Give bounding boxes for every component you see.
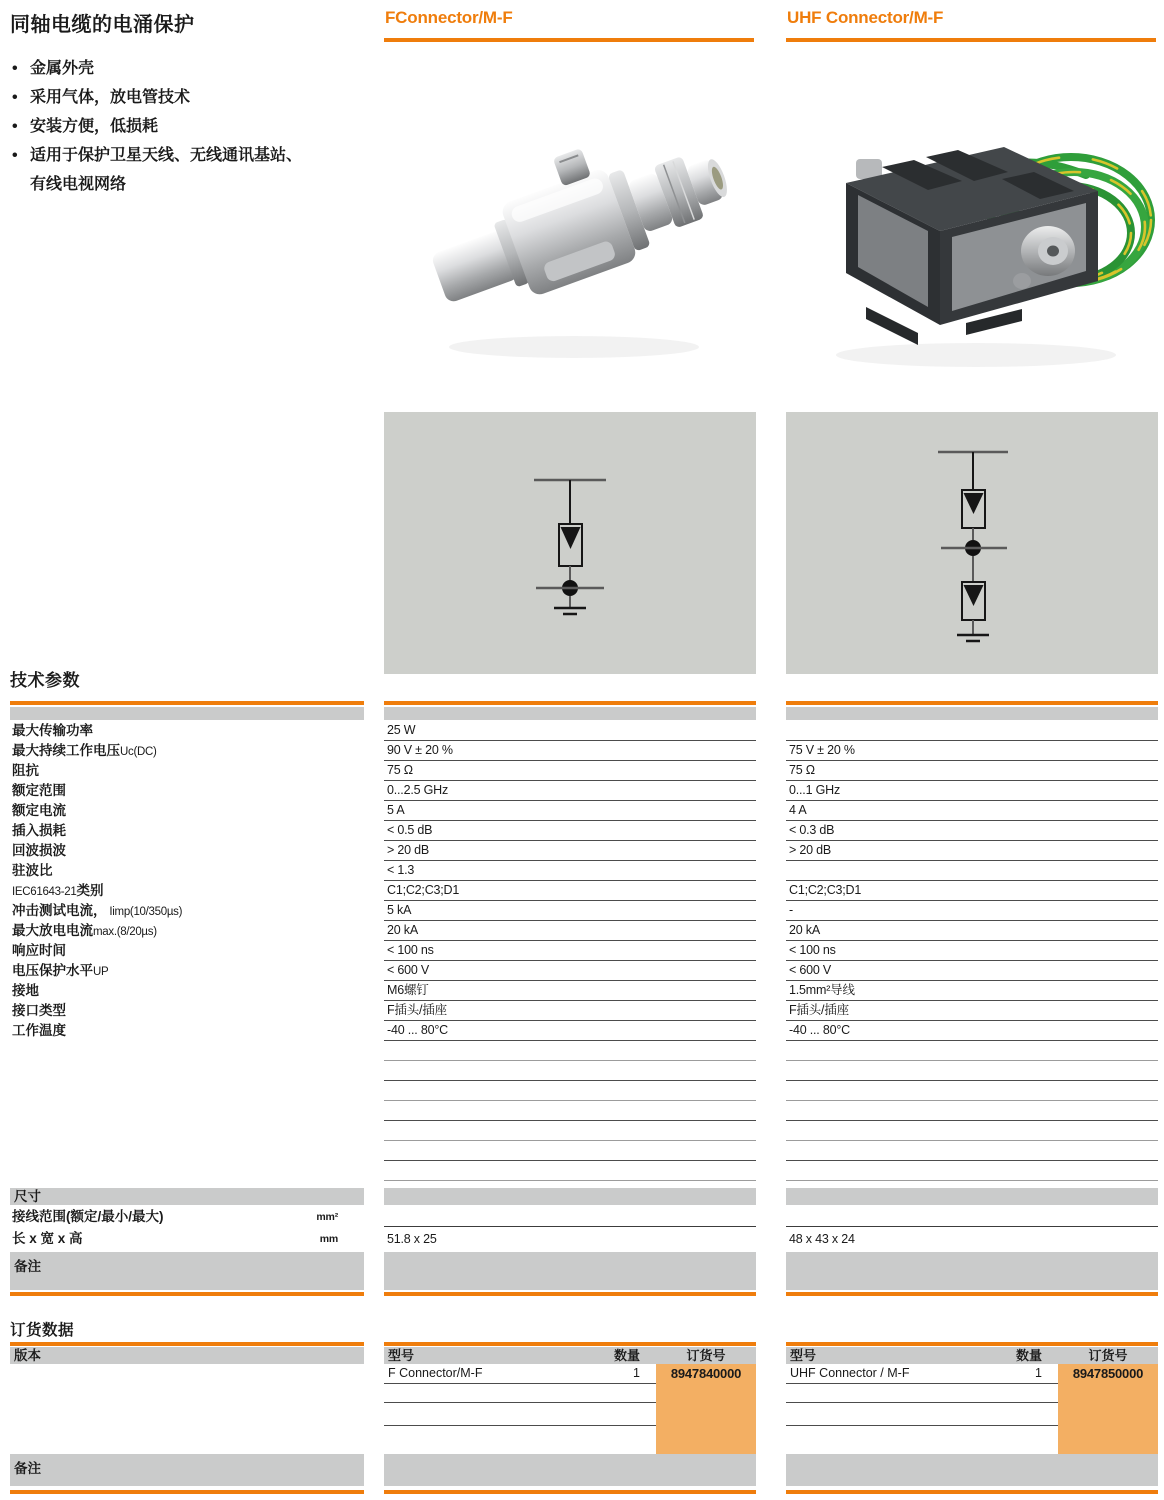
table-rule-row <box>384 1141 756 1161</box>
bullet-dot: • <box>12 60 18 77</box>
f-connector-illustration <box>384 55 756 405</box>
tech-param-label: 最大放电电流max.(8/20µs) <box>12 923 157 938</box>
tech-section-heading: 技术参数 <box>10 671 80 690</box>
tech-param-value: 90 V ± 20 % <box>384 741 756 761</box>
section-rule <box>10 1490 364 1494</box>
tech-param-labels <box>12 721 364 1041</box>
section-rule <box>384 1342 756 1346</box>
table-rule-row <box>384 1206 756 1227</box>
uhf-housing <box>846 147 1098 345</box>
table-rule-row <box>384 1061 756 1081</box>
section-rule <box>786 1292 1158 1296</box>
order-table-uhf <box>786 1347 1158 1454</box>
tech-param-value: < 600 V <box>384 961 756 981</box>
tech-param-value: 5 kA <box>384 901 756 921</box>
version-bar: 版本 <box>10 1347 364 1364</box>
tech-values-col-uhf <box>786 721 1158 1181</box>
bullet-item: • 安装方便，低损耗 <box>12 112 302 141</box>
dual-gdt-schematic <box>786 412 1158 674</box>
tech-param-label: 冲击测试电流， Iimp(10/350µs) <box>12 903 183 918</box>
tech-param-value: 1.5mm²导线 <box>786 981 1158 1001</box>
tech-param-value: > 20 dB <box>786 841 1158 861</box>
unit-label: mm <box>319 1233 338 1245</box>
section-rule <box>786 1342 1158 1346</box>
remarks-bar: 备注 <box>10 1252 364 1290</box>
tech-param-value: 5 A <box>384 801 756 821</box>
dimension-values-col-f <box>384 1206 756 1249</box>
tech-param-value: 25 W <box>384 721 756 741</box>
tech-param-value: < 0.5 dB <box>384 821 756 841</box>
tech-param-value: < 1.3 <box>384 861 756 881</box>
unit-label: mm² <box>316 1211 338 1223</box>
table-rule-row <box>786 1206 1158 1227</box>
tech-param-value: < 600 V <box>786 961 1158 981</box>
table-rule-row <box>384 1081 756 1101</box>
tech-param-value: F插头/插座 <box>384 1001 756 1021</box>
table-rule-row <box>786 1101 1158 1121</box>
tech-param-label: 驻波比 <box>12 863 53 878</box>
tech-param-value: < 100 ns <box>786 941 1158 961</box>
qty-cell: 1 <box>1035 1366 1042 1380</box>
section-bar <box>786 707 1158 720</box>
order-number-cell: 8947840000 <box>670 1366 742 1381</box>
bullet-dot: • <box>12 118 18 135</box>
section-rule <box>10 1342 364 1346</box>
tech-param-label: 插入损耗 <box>12 823 66 838</box>
tech-param-label: 回波损波 <box>12 843 66 858</box>
tech-param-value: M6螺钉 <box>384 981 756 1001</box>
tech-param-label: 额定范围 <box>12 783 66 798</box>
order-row <box>384 1364 656 1384</box>
table-rule-row <box>786 1041 1158 1061</box>
bullet-item-continuation: 有线电视网络 <box>30 176 127 193</box>
table-rule-row <box>384 1384 656 1403</box>
product-column-header-f: FConnector/M-F <box>385 8 513 27</box>
section-rule <box>10 701 364 705</box>
tech-param-label: 最大传输功率 <box>12 723 93 738</box>
dimensions-bar <box>384 1188 756 1205</box>
column-header-model: 型号 <box>388 1348 415 1363</box>
section-bar <box>10 707 364 720</box>
dimensions-header-bar: 尺寸 <box>10 1188 364 1205</box>
column-header-order-no: 订货号 <box>1088 1348 1128 1363</box>
dimension-value: 51.8 x 25 <box>387 1232 437 1246</box>
column-header-model: 型号 <box>790 1348 817 1363</box>
table-rule-row <box>384 1403 656 1426</box>
product-photo-f-connector <box>384 55 756 405</box>
circuit-diagram-dual-gdt <box>786 412 1158 674</box>
table-rule-row <box>786 1384 1058 1403</box>
tech-param-value: < 100 ns <box>384 941 756 961</box>
table-rule-row <box>384 1101 756 1121</box>
order-table-rows <box>786 1364 1158 1454</box>
remarks-bar <box>786 1252 1158 1290</box>
uhf-connector-illustration <box>786 55 1158 405</box>
tech-param-value: 20 kA <box>384 921 756 941</box>
tech-param-value: > 20 dB <box>384 841 756 861</box>
column-header-qty: 数量 <box>1015 1348 1042 1363</box>
tech-param-value: C1;C2;C3;D1 <box>384 881 756 901</box>
table-rule-row <box>384 1041 756 1061</box>
tech-param-label: 阻抗 <box>12 763 39 778</box>
single-gdt-schematic <box>384 412 756 674</box>
dimension-label: mm 长 x 宽 x 高 <box>12 1228 364 1250</box>
qty-cell: 1 <box>633 1366 640 1380</box>
model-cell: F Connector/M-F <box>388 1366 483 1380</box>
section-rule <box>10 1292 364 1296</box>
bullet-dot: • <box>12 147 18 164</box>
section-rule <box>384 1292 756 1296</box>
bullet-item: • 适用于保护卫星天线、无线通讯基站、 <box>12 141 302 170</box>
ordering-section-heading: 订货数据 <box>10 1322 75 1339</box>
remarks-bar <box>786 1454 1158 1486</box>
column-header-qty: 数量 <box>613 1348 640 1363</box>
dimension-labels <box>12 1206 364 1250</box>
tech-param-label: 额定电流 <box>12 803 66 818</box>
tech-param-value: 0...2.5 GHz <box>384 781 756 801</box>
table-rule-row <box>786 1161 1158 1181</box>
remarks-bar <box>384 1252 756 1290</box>
order-row <box>786 1364 1058 1384</box>
remarks-bar: 备注 <box>10 1454 364 1486</box>
table-rule-row <box>786 1403 1058 1426</box>
tech-param-label: 工作温度 <box>12 1023 66 1038</box>
tech-values-col-f <box>384 721 756 1181</box>
tech-param-label: 最大持续工作电压Uc(DC) <box>12 743 157 758</box>
order-table-rows <box>384 1364 756 1454</box>
tech-param-value: 20 kA <box>786 921 1158 941</box>
circuit-diagram-single-gdt <box>384 412 756 674</box>
order-table-header <box>384 1347 756 1364</box>
feature-bullet-list <box>12 54 302 199</box>
section-rule <box>786 701 1158 705</box>
tech-param-value: 75 Ω <box>384 761 756 781</box>
tech-param-label: 响应时间 <box>12 943 66 958</box>
tech-param-value: 0...1 GHz <box>786 781 1158 801</box>
dimension-label: mm² 接线范围(额定/最小/最大) <box>12 1206 364 1228</box>
table-rule-row <box>786 1081 1158 1101</box>
tech-param-value: < 0.3 dB <box>786 821 1158 841</box>
table-rule-row <box>786 1141 1158 1161</box>
tech-param-label: 接口类型 <box>12 1003 66 1018</box>
tech-param-value <box>786 721 1158 741</box>
bullet-item: • 采用气体，放电管技术 <box>12 83 302 112</box>
header-underline <box>384 38 754 42</box>
page-title: 同轴电缆的电涌保护 <box>10 14 195 36</box>
bullet-item: • 金属外壳 <box>12 54 302 83</box>
remarks-bar <box>384 1454 756 1486</box>
tech-param-value: F插头/插座 <box>786 1001 1158 1021</box>
product-column-header-uhf: UHF Connector/M-F <box>787 8 944 27</box>
dimension-values-col-uhf <box>786 1206 1158 1249</box>
order-number-cell: 8947850000 <box>1072 1366 1144 1381</box>
product-photo-uhf-connector <box>786 55 1158 405</box>
dimensions-bar <box>786 1188 1158 1205</box>
table-rule-row <box>786 1061 1158 1081</box>
section-bar <box>384 707 756 720</box>
table-rule-row <box>384 1161 756 1181</box>
table-rule-row <box>384 1121 756 1141</box>
order-table-header <box>786 1347 1158 1364</box>
dimension-value: 48 x 43 x 24 <box>789 1232 855 1246</box>
tech-param-value: 4 A <box>786 801 1158 821</box>
tech-param-value: 75 Ω <box>786 761 1158 781</box>
tech-param-value: -40 ... 80°C <box>786 1021 1158 1041</box>
section-rule <box>786 1490 1158 1494</box>
section-rule <box>384 1490 756 1494</box>
order-table-f <box>384 1347 756 1454</box>
section-rule <box>384 701 756 705</box>
tech-param-label: 接地 <box>12 983 39 998</box>
tech-param-value: 75 V ± 20 % <box>786 741 1158 761</box>
header-underline <box>786 38 1156 42</box>
tech-param-value <box>786 861 1158 881</box>
model-cell: UHF Connector / M-F <box>790 1366 910 1380</box>
tech-param-value: -40 ... 80°C <box>384 1021 756 1041</box>
column-header-order-no: 订货号 <box>686 1348 726 1363</box>
bullet-dot: • <box>12 89 18 106</box>
table-rule-row <box>786 1121 1158 1141</box>
tech-param-value: C1;C2;C3;D1 <box>786 881 1158 901</box>
tech-param-value: - <box>786 901 1158 921</box>
tech-param-label: IEC61643-21类别 <box>12 883 104 898</box>
tech-param-label: 电压保护水平UP <box>12 963 109 978</box>
